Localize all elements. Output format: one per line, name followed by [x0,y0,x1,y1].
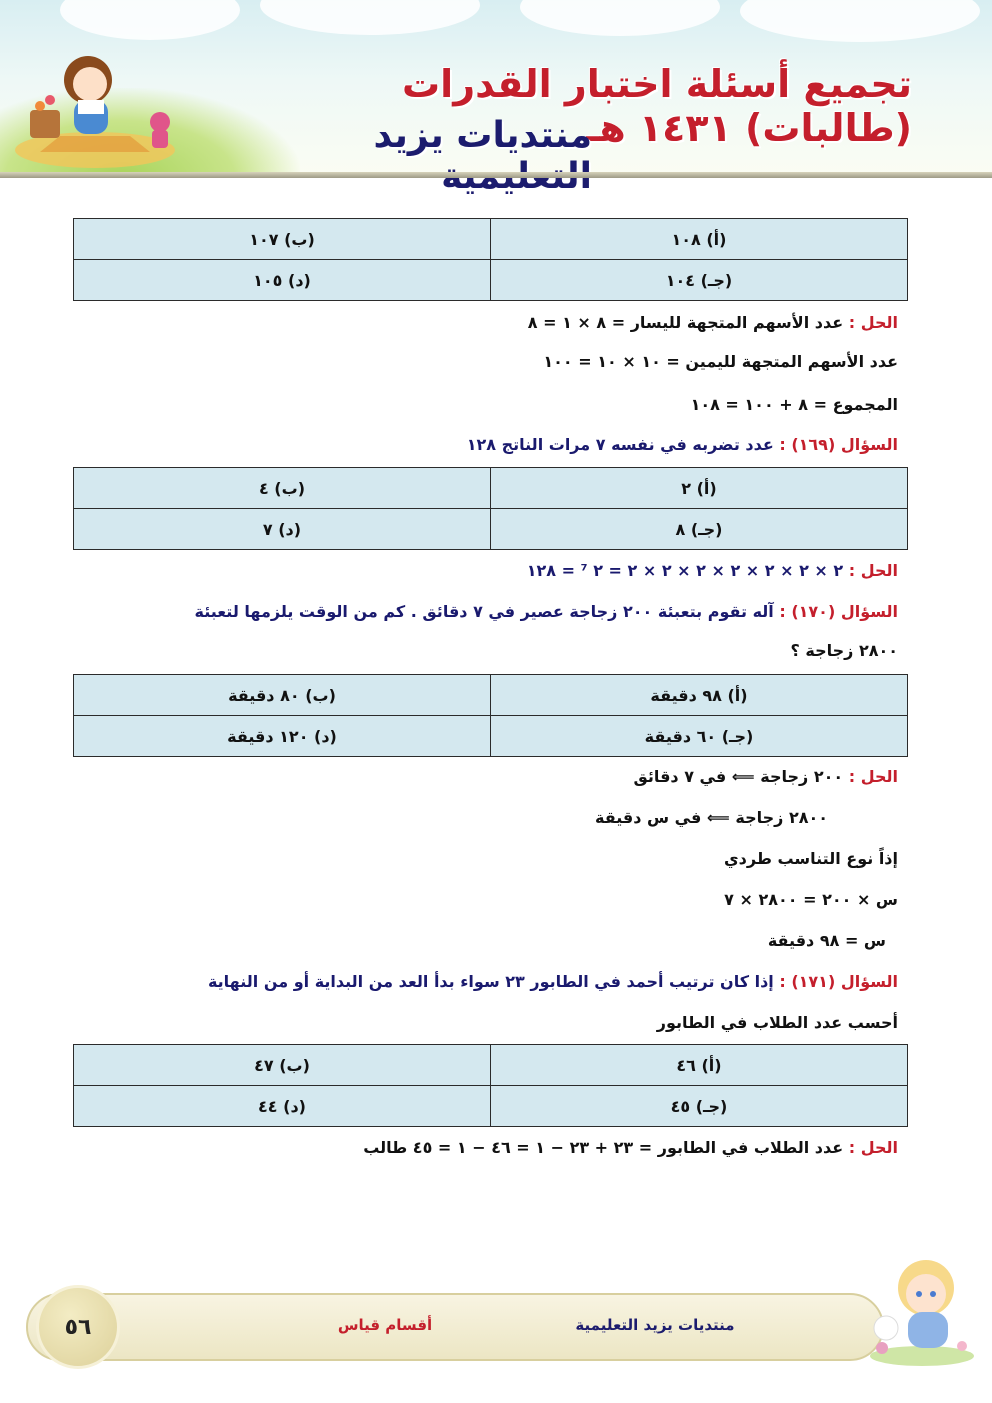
option-b: (ب) ٤٧ [74,1045,491,1086]
page-subtitle: منتديات يزيد [373,115,592,156]
solution-text: ٢٠٠ زجاجة ⟸ في ٧ دقائق [633,767,844,786]
option-c: (جـ) ٨ [491,509,908,550]
solution-text: ٢ × ٢ × ٢ × ٢ × ٢ × ٢ × ٢ = ٢ ⁷ = ١٢٨ [526,561,844,580]
option-b: (ب) ١٠٧ [74,219,491,260]
page-footer [26,1293,884,1361]
solution-line: س × ٢٠٠ = ٢٨٠٠ × ٧ [724,890,898,909]
solution-text: عدد الأسهم المتجهة لليسار = ٨ × ١ = ٨ [527,313,844,332]
options-table-170 [73,674,908,757]
option-a: (أ) ١٠٨ [491,219,908,260]
option-c: (جـ) ٤٥ [491,1086,908,1127]
solution-line: ٢٨٠٠ زجاجة ⟸ في س دقيقة [594,808,828,827]
solution-line: المجموع = ٨ + ١٠٠ = ١٠٨ [690,395,898,414]
solution-label: الحل : [848,767,898,786]
solution-text: عدد الطلاب في الطابور = ٢٣ + ٢٣ − ١ = ٤٦ − ١ = ٤٥ طالب [363,1138,844,1157]
footer-section-name: أقسام قياس [337,1316,433,1334]
question-text: آله تقوم بتعبئة ٢٠٠ زجاجة عصير في ٧ دقائق . كم من الوقت يلزمها لتعبئة [194,602,774,621]
solution-line: إذاً نوع التناسب طردي [724,849,898,868]
options-table-169 [73,467,908,550]
question-label: السؤال (١٧١) : [779,972,898,991]
option-d: (د) ١٠٥ [74,260,491,301]
header-divider [0,172,992,178]
question-text-cont: ٢٨٠٠ زجاجة ؟ [790,641,898,660]
solution-line [897,808,898,827]
girl-picnic-illustration [10,40,180,170]
option-c: (جـ) ١٠٤ [491,260,908,301]
question-text: عدد تضربه في نفسه ٧ مرات الناتج ١٢٨ [466,435,774,454]
solution-label: الحل : [848,313,898,332]
question-text-cont: أحسب عدد الطلاب في الطابور [656,1013,898,1032]
page-title: تجميع أسئلة اختبار القدرات (طالبات) ١٤٣١ هـ [401,62,912,150]
options-table-171 [73,1044,908,1127]
solution-label: الحل : [848,561,898,580]
solution-label: الحل : [848,1138,898,1157]
baby-illustration [862,1248,982,1368]
footer-forum-name: منتديات يزيد التعليمية [575,1316,735,1334]
solution-line: عدد الأسهم المتجهة لليمين = ١٠ × ١٠ = ١٠٠ [543,352,898,371]
solution-line: س = ٩٨ دقيقة [767,931,886,950]
question-171 [208,972,898,991]
solution-170 [634,767,899,786]
solution-171 [363,1138,898,1157]
question-text: إذا كان ترتيب أحمد في الطابور ٢٣ سواء بدأ العد من البداية أو من النهاية [207,972,774,991]
option-d: (د) ١٢٠ دقيقة [74,716,491,757]
solution-169 [527,561,898,580]
option-b: (ب) ٤ [74,468,491,509]
options-table-prev [73,218,908,301]
question-label: السؤال (١٧٠) : [779,602,898,621]
question-169 [467,435,898,454]
option-c: (جـ) ٦٠ دقيقة [491,716,908,757]
solution-line [528,313,898,332]
page-number: ٥٦ [36,1285,120,1369]
option-a: (أ) ٩٨ دقيقة [491,675,908,716]
question-label: السؤال (١٦٩) : [779,435,898,454]
option-a: (أ) ٢ [491,468,908,509]
question-170 [194,602,898,621]
option-b: (ب) ٨٠ دقيقة [74,675,491,716]
option-d: (د) ٧ [74,509,491,550]
option-d: (د) ٤٤ [74,1086,491,1127]
option-a: (أ) ٤٦ [491,1045,908,1086]
